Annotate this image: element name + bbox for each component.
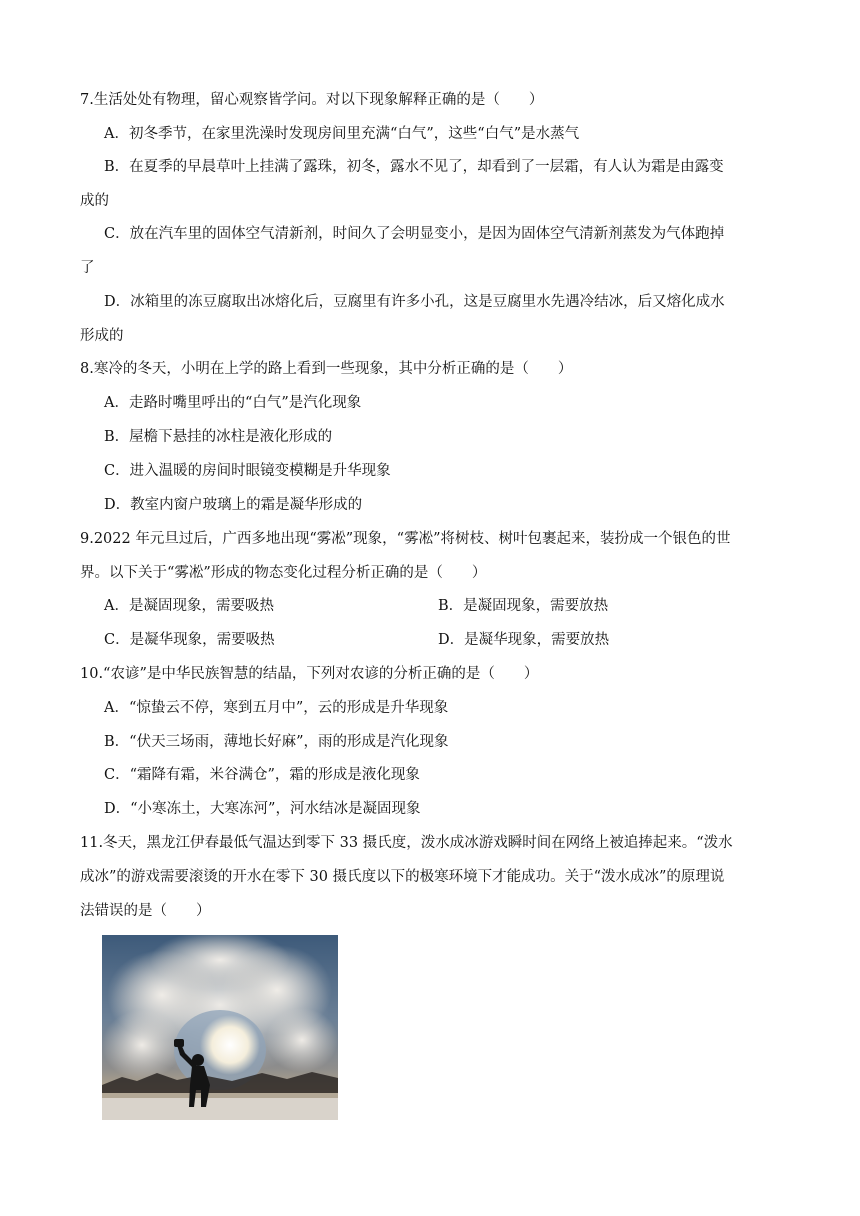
question-8-option-b[interactable]: B．屋檐下悬挂的冰柱是液化形成的 (104, 429, 333, 445)
question-7-option-c[interactable]: C．放在汽车里的固体空气清新剂，时间久了会明显变小，是因为固体空气清新剂蒸发为气体跑掉 (104, 226, 725, 242)
question-9-option-b[interactable]: B．是凝固现象，需要放热 (438, 598, 609, 614)
question-10-stem: 10.“农谚”是中华民族智慧的结晶，下列对农谚的分析正确的是（ ） (80, 666, 539, 682)
question-8-option-c[interactable]: C．进入温暖的房间时眼镜变模糊是升华现象 (104, 463, 391, 479)
question-7-option-d[interactable]: D．冰箱里的冻豆腐取出冰熔化后，豆腐里有许多小孔，这是豆腐里水先遇冷结冰，后又熔化成水 (104, 294, 725, 310)
question-11-stem: 11.冬天，黑龙江伊春最低气温达到零下 33 摄氏度，泼水成冰游戏瞬时间在网络上被追捧起来。“泼水 (80, 835, 733, 851)
question-7-option-d-cont: 形成的 (80, 328, 124, 344)
question-11-stem-cont-1: 成冰”的游戏需要滚烫的开水在零下 30 摄氏度以下的极寒环境下才能成功。关于“泼水成冰”的原理说 (80, 869, 725, 885)
question-11-stem-cont-2: 法错误的是（ ） (80, 903, 211, 919)
question-9-stem-cont: 界。以下关于“雾凇”形成的物态变化过程分析正确的是（ ） (80, 565, 487, 581)
question-7-option-c-cont: 了 (80, 260, 95, 276)
question-7-option-b-cont: 成的 (80, 193, 109, 209)
splash-ice-photo (102, 935, 338, 1120)
question-7-stem: 7.生活处处有物理，留心观察皆学问。对以下现象解释正确的是（ ） (80, 92, 544, 108)
question-8-option-d[interactable]: D．教室内窗户玻璃上的霜是凝华形成的 (104, 497, 363, 513)
question-7-option-a[interactable]: A．初冬季节，在家里洗澡时发现房间里充满“白气”，这些“白气”是水蒸气 (104, 126, 580, 142)
question-10-option-c[interactable]: C．“霜降有霜，米谷满仓”，霜的形成是液化现象 (104, 767, 420, 783)
question-7-option-b[interactable]: B．在夏季的早晨草叶上挂满了露珠，初冬，露水不见了，却看到了一层霜，有人认为霜是由露变 (104, 159, 724, 175)
question-9-stem: 9.2022 年元旦过后，广西多地出现“雾凇”现象，“雾凇”将树枝、树叶包裹起来，装扮成一个银色的世 (80, 531, 731, 547)
question-9-option-c[interactable]: C．是凝华现象，需要吸热 (104, 632, 275, 648)
question-8-option-a[interactable]: A．走路时嘴里呼出的“白气”是汽化现象 (104, 395, 362, 411)
question-10-option-d[interactable]: D．“小寒冻土，大寒冻河”，河水结冰是凝固现象 (104, 801, 421, 817)
question-10-option-a[interactable]: A．“惊蛰云不停，寒到五月中”，云的形成是升华现象 (104, 700, 449, 716)
question-8-stem: 8.寒冷的冬天，小明在上学的路上看到一些现象，其中分析正确的是（ ） (80, 361, 573, 377)
question-9-option-d[interactable]: D．是凝华现象，需要放热 (438, 632, 610, 648)
splash-ice-illustration (102, 935, 338, 1120)
question-10-option-b[interactable]: B．“伏天三场雨，薄地长好麻”，雨的形成是汽化现象 (104, 734, 449, 750)
question-9-option-a[interactable]: A．是凝固现象，需要吸热 (104, 598, 274, 614)
